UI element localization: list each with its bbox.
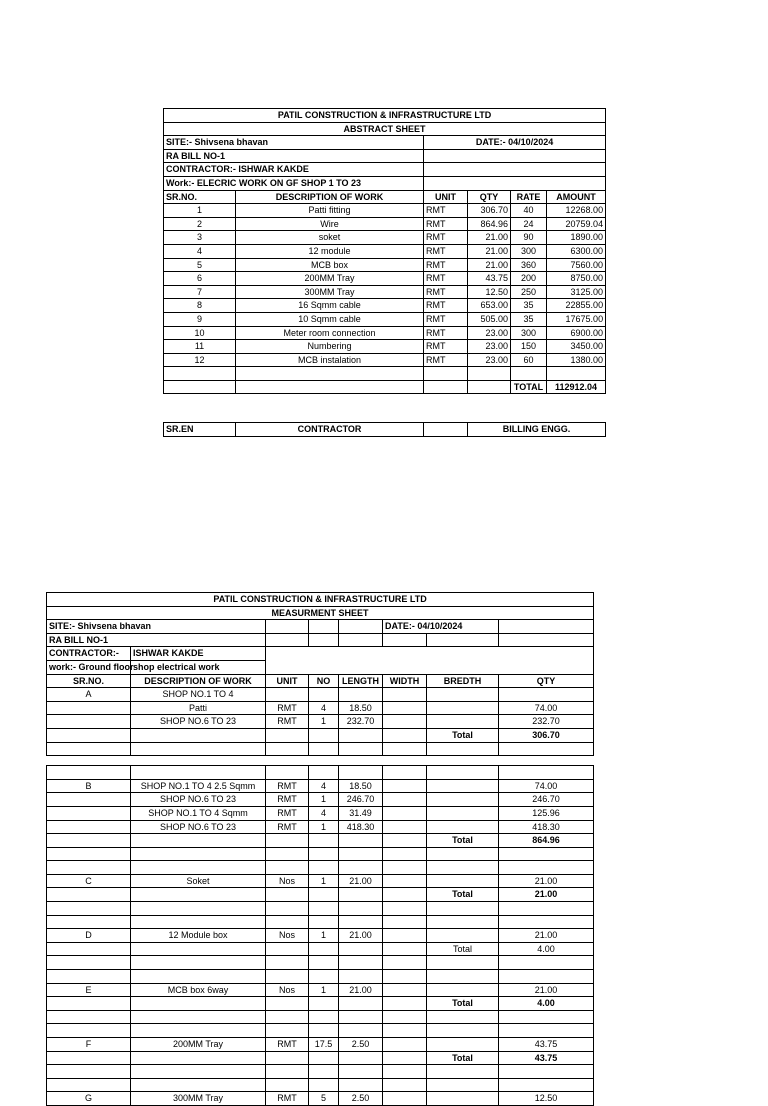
qty-cell: 23.00 bbox=[468, 340, 511, 354]
length-cell: 18.50 bbox=[339, 701, 383, 715]
qty-cell bbox=[499, 688, 594, 702]
width-cell bbox=[383, 983, 427, 997]
sr-no-cell: F bbox=[47, 1038, 131, 1052]
measurement-sheet-table bbox=[46, 592, 594, 1106]
description-cell: MCB box 6way bbox=[131, 983, 266, 997]
date-label: DATE:- 04/10/2024 bbox=[383, 620, 499, 634]
unit-cell: RMT bbox=[424, 285, 468, 299]
sr-no-cell: 6 bbox=[164, 272, 236, 286]
width-cell bbox=[383, 779, 427, 793]
width-cell bbox=[383, 874, 427, 888]
sheet-title: MEASURMENT SHEET bbox=[47, 606, 594, 620]
qty-cell: 43.75 bbox=[499, 1038, 594, 1052]
total-row bbox=[47, 834, 594, 848]
blank-row bbox=[47, 970, 594, 984]
abstract-row bbox=[164, 204, 606, 218]
unit-cell: RMT bbox=[424, 204, 468, 218]
measurement-row bbox=[47, 874, 594, 888]
width-cell bbox=[383, 793, 427, 807]
description-cell: 300MM Tray bbox=[131, 1092, 266, 1106]
rate-cell: 24 bbox=[511, 217, 547, 231]
abstract-row bbox=[164, 231, 606, 245]
contractor-label: CONTRACTOR:- bbox=[47, 647, 131, 661]
sr-no-cell: 1 bbox=[164, 204, 236, 218]
abstract-row bbox=[164, 217, 606, 231]
total-label: Total bbox=[427, 1051, 499, 1065]
contractor-name: ISHWAR KAKDE bbox=[131, 647, 266, 661]
col-header: RATE bbox=[511, 190, 547, 204]
abstract-row bbox=[164, 326, 606, 340]
sr-no-cell bbox=[47, 806, 131, 820]
total-label: TOTAL bbox=[511, 380, 547, 394]
unit-cell: RMT bbox=[424, 299, 468, 313]
width-cell bbox=[383, 806, 427, 820]
description-cell: MCB box bbox=[236, 258, 424, 272]
qty-cell: 125.96 bbox=[499, 806, 594, 820]
description-cell: 10 Sqmm cable bbox=[236, 312, 424, 326]
sr-no-cell: 2 bbox=[164, 217, 236, 231]
blank-row bbox=[47, 1065, 594, 1079]
qty-cell: 23.00 bbox=[468, 326, 511, 340]
blank-row bbox=[47, 1078, 594, 1092]
total-amount: 112912.04 bbox=[547, 380, 606, 394]
measurement-header-row bbox=[47, 674, 594, 688]
sr-no-cell bbox=[47, 715, 131, 729]
abstract-row bbox=[164, 340, 606, 354]
unit-cell: RMT bbox=[424, 258, 468, 272]
unit-cell: RMT bbox=[424, 326, 468, 340]
work-label: Work:- ELECRIC WORK ON GF SHOP 1 TO 23 bbox=[164, 176, 424, 190]
unit-cell: RMT bbox=[266, 701, 309, 715]
no-cell: 1 bbox=[309, 793, 339, 807]
blank-row bbox=[47, 956, 594, 970]
rate-cell: 90 bbox=[511, 231, 547, 245]
total-row bbox=[47, 888, 594, 902]
qty-cell: 21.00 bbox=[499, 874, 594, 888]
rate-cell: 250 bbox=[511, 285, 547, 299]
no-cell: 4 bbox=[309, 701, 339, 715]
bredth-cell bbox=[427, 688, 499, 702]
sr-en-label: SR.EN bbox=[164, 423, 236, 437]
unit-cell: RMT bbox=[266, 1038, 309, 1052]
unit-cell: RMT bbox=[424, 340, 468, 354]
abstract-header-row bbox=[164, 190, 606, 204]
no-cell: 17.5 bbox=[309, 1038, 339, 1052]
unit-cell: RMT bbox=[266, 715, 309, 729]
col-header: DESCRIPTION OF WORK bbox=[131, 674, 266, 688]
bredth-cell bbox=[427, 983, 499, 997]
description-cell: SHOP NO.6 TO 23 bbox=[131, 820, 266, 834]
total-label: Total bbox=[427, 728, 499, 742]
sr-no-cell: 11 bbox=[164, 340, 236, 354]
amount-cell: 20759.04 bbox=[547, 217, 606, 231]
sr-no-cell: 12 bbox=[164, 353, 236, 367]
qty-cell: 418.30 bbox=[499, 820, 594, 834]
rate-cell: 300 bbox=[511, 326, 547, 340]
abstract-row bbox=[164, 285, 606, 299]
description-cell: Patti fitting bbox=[236, 204, 424, 218]
sr-no-cell: 7 bbox=[164, 285, 236, 299]
work-label: work:- Ground floor bbox=[47, 660, 131, 674]
date-label: DATE:- 04/10/2024 bbox=[424, 136, 606, 150]
description-cell: 16 Sqmm cable bbox=[236, 299, 424, 313]
description-cell: 12 module bbox=[236, 244, 424, 258]
length-cell: 246.70 bbox=[339, 793, 383, 807]
col-header: WIDTH bbox=[383, 674, 427, 688]
blank-row bbox=[47, 861, 594, 875]
qty-cell: 306.70 bbox=[468, 204, 511, 218]
no-cell: 4 bbox=[309, 779, 339, 793]
total-qty: 864.96 bbox=[499, 834, 594, 848]
amount-cell: 1890.00 bbox=[547, 231, 606, 245]
sr-no-cell: E bbox=[47, 983, 131, 997]
sr-no-cell: C bbox=[47, 874, 131, 888]
qty-cell: 505.00 bbox=[468, 312, 511, 326]
length-cell: 21.00 bbox=[339, 983, 383, 997]
length-cell: 18.50 bbox=[339, 779, 383, 793]
qty-cell: 21.00 bbox=[499, 983, 594, 997]
unit-cell: RMT bbox=[266, 1092, 309, 1106]
amount-cell: 6900.00 bbox=[547, 326, 606, 340]
contractor-label: CONTRACTOR:- ISHWAR KAKDE bbox=[164, 163, 424, 177]
qty-cell: 232.70 bbox=[499, 715, 594, 729]
bredth-cell bbox=[427, 820, 499, 834]
total-label: Total bbox=[427, 888, 499, 902]
signature-table bbox=[163, 422, 606, 437]
billing-engg-label: BILLING ENGG. bbox=[468, 423, 606, 437]
sr-no-cell: B bbox=[47, 779, 131, 793]
amount-cell: 6300.00 bbox=[547, 244, 606, 258]
sr-no-cell bbox=[47, 793, 131, 807]
work-description: shop electrical work bbox=[131, 660, 266, 674]
total-row bbox=[47, 728, 594, 742]
unit-cell: RMT bbox=[424, 312, 468, 326]
bredth-cell bbox=[427, 874, 499, 888]
total-row bbox=[47, 997, 594, 1011]
bredth-cell bbox=[427, 793, 499, 807]
measurement-row bbox=[47, 1038, 594, 1052]
contractor-signature-label: CONTRACTOR bbox=[236, 423, 424, 437]
blank-row bbox=[47, 915, 594, 929]
no-cell: 5 bbox=[309, 1092, 339, 1106]
width-cell bbox=[383, 715, 427, 729]
width-cell bbox=[383, 701, 427, 715]
abstract-row bbox=[164, 258, 606, 272]
abstract-row bbox=[164, 312, 606, 326]
length-cell: 31.49 bbox=[339, 806, 383, 820]
bredth-cell bbox=[427, 806, 499, 820]
total-label: Total bbox=[427, 834, 499, 848]
qty-cell: 21.00 bbox=[468, 258, 511, 272]
description-cell: SHOP NO.1 TO 4 2.5 Sqmm bbox=[131, 779, 266, 793]
col-header: LENGTH bbox=[339, 674, 383, 688]
total-label: Total bbox=[427, 942, 499, 956]
amount-cell: 3125.00 bbox=[547, 285, 606, 299]
width-cell bbox=[383, 688, 427, 702]
description-cell: SHOP NO.6 TO 23 bbox=[131, 715, 266, 729]
blank-row bbox=[47, 766, 594, 780]
company-name: PATIL CONSTRUCTION & INFRASTRUCTURE LTD bbox=[164, 109, 606, 123]
col-header: UNIT bbox=[424, 190, 468, 204]
total-qty: 4.00 bbox=[499, 997, 594, 1011]
sr-no-cell: 10 bbox=[164, 326, 236, 340]
measurement-row bbox=[47, 806, 594, 820]
length-cell: 2.50 bbox=[339, 1038, 383, 1052]
qty-cell: 864.96 bbox=[468, 217, 511, 231]
site-label: SITE:- Shivsena bhavan bbox=[164, 136, 424, 150]
amount-cell: 17675.00 bbox=[547, 312, 606, 326]
rate-cell: 60 bbox=[511, 353, 547, 367]
unit-cell: Nos bbox=[266, 929, 309, 943]
unit-cell: RMT bbox=[266, 820, 309, 834]
abstract-row bbox=[164, 353, 606, 367]
length-cell: 418.30 bbox=[339, 820, 383, 834]
rate-cell: 150 bbox=[511, 340, 547, 354]
no-cell: 1 bbox=[309, 929, 339, 943]
blank-row bbox=[164, 367, 606, 381]
measurement-row bbox=[47, 688, 594, 702]
qty-cell: 23.00 bbox=[468, 353, 511, 367]
rate-cell: 40 bbox=[511, 204, 547, 218]
bredth-cell bbox=[427, 1038, 499, 1052]
bredth-cell bbox=[427, 779, 499, 793]
sr-no-cell: D bbox=[47, 929, 131, 943]
measurement-row bbox=[47, 1092, 594, 1106]
sr-no-cell: 4 bbox=[164, 244, 236, 258]
abstract-total-row bbox=[164, 380, 606, 394]
site-label: SITE:- Shivsena bhavan bbox=[47, 620, 266, 634]
total-qty: 43.75 bbox=[499, 1051, 594, 1065]
rate-cell: 200 bbox=[511, 272, 547, 286]
unit-cell: Nos bbox=[266, 983, 309, 997]
bredth-cell bbox=[427, 929, 499, 943]
width-cell bbox=[383, 1038, 427, 1052]
rate-cell: 360 bbox=[511, 258, 547, 272]
amount-cell: 8750.00 bbox=[547, 272, 606, 286]
sheet-title: ABSTRACT SHEET bbox=[164, 122, 606, 136]
sr-no-cell: 9 bbox=[164, 312, 236, 326]
description-cell: Wire bbox=[236, 217, 424, 231]
gap-row bbox=[47, 756, 594, 766]
description-cell: Soket bbox=[131, 874, 266, 888]
width-cell bbox=[383, 820, 427, 834]
blank-row bbox=[47, 902, 594, 916]
qty-cell: 74.00 bbox=[499, 701, 594, 715]
sr-no-cell bbox=[47, 820, 131, 834]
qty-cell: 653.00 bbox=[468, 299, 511, 313]
description-cell: SHOP NO.1 TO 4 Sqmm bbox=[131, 806, 266, 820]
sr-no-cell: 3 bbox=[164, 231, 236, 245]
bredth-cell bbox=[427, 1092, 499, 1106]
description-cell: 12 Module box bbox=[131, 929, 266, 943]
qty-cell: 21.00 bbox=[499, 929, 594, 943]
description-cell: Patti bbox=[131, 701, 266, 715]
length-cell: 21.00 bbox=[339, 929, 383, 943]
total-row bbox=[47, 942, 594, 956]
qty-cell: 12.50 bbox=[499, 1092, 594, 1106]
no-cell bbox=[309, 688, 339, 702]
measurement-row bbox=[47, 715, 594, 729]
abstract-row bbox=[164, 244, 606, 258]
sr-no-cell bbox=[47, 701, 131, 715]
col-header: BREDTH bbox=[427, 674, 499, 688]
unit-cell: RMT bbox=[266, 806, 309, 820]
bredth-cell bbox=[427, 701, 499, 715]
rate-cell: 35 bbox=[511, 299, 547, 313]
blank-row bbox=[47, 1010, 594, 1024]
qty-cell: 21.00 bbox=[468, 231, 511, 245]
blank-row bbox=[47, 847, 594, 861]
total-label: Total bbox=[427, 997, 499, 1011]
abstract-row bbox=[164, 272, 606, 286]
unit-cell: RMT bbox=[424, 217, 468, 231]
measurement-row bbox=[47, 701, 594, 715]
total-row bbox=[47, 1051, 594, 1065]
measurement-row bbox=[47, 929, 594, 943]
col-header: SR.NO. bbox=[164, 190, 236, 204]
description-cell: SHOP NO.6 TO 23 bbox=[131, 793, 266, 807]
qty-cell: 246.70 bbox=[499, 793, 594, 807]
total-qty: 21.00 bbox=[499, 888, 594, 902]
description-cell: SHOP NO.1 TO 4 bbox=[131, 688, 266, 702]
no-cell: 1 bbox=[309, 983, 339, 997]
description-cell: MCB instalation bbox=[236, 353, 424, 367]
col-header: NO bbox=[309, 674, 339, 688]
qty-cell: 12.50 bbox=[468, 285, 511, 299]
length-cell bbox=[339, 688, 383, 702]
no-cell: 4 bbox=[309, 806, 339, 820]
rate-cell: 300 bbox=[511, 244, 547, 258]
blank-row bbox=[47, 742, 594, 756]
description-cell: soket bbox=[236, 231, 424, 245]
description-cell: 200MM Tray bbox=[131, 1038, 266, 1052]
qty-cell: 21.00 bbox=[468, 244, 511, 258]
unit-cell bbox=[266, 688, 309, 702]
col-header: AMOUNT bbox=[547, 190, 606, 204]
no-cell: 1 bbox=[309, 820, 339, 834]
measurement-row bbox=[47, 820, 594, 834]
description-cell: 200MM Tray bbox=[236, 272, 424, 286]
unit-cell: RMT bbox=[266, 793, 309, 807]
measurement-row bbox=[47, 793, 594, 807]
width-cell bbox=[383, 1092, 427, 1106]
sr-no-cell: G bbox=[47, 1092, 131, 1106]
unit-cell: Nos bbox=[266, 874, 309, 888]
total-qty: 306.70 bbox=[499, 728, 594, 742]
no-cell: 1 bbox=[309, 874, 339, 888]
qty-cell: 43.75 bbox=[468, 272, 511, 286]
col-header: QTY bbox=[468, 190, 511, 204]
col-header: QTY bbox=[499, 674, 594, 688]
sr-no-cell: 5 bbox=[164, 258, 236, 272]
bredth-cell bbox=[427, 715, 499, 729]
abstract-row bbox=[164, 299, 606, 313]
sr-no-cell: 8 bbox=[164, 299, 236, 313]
length-cell: 21.00 bbox=[339, 874, 383, 888]
amount-cell: 1380.00 bbox=[547, 353, 606, 367]
qty-cell: 74.00 bbox=[499, 779, 594, 793]
ra-bill-label: RA BILL NO-1 bbox=[47, 633, 266, 647]
abstract-sheet-table bbox=[163, 108, 606, 394]
blank-row bbox=[47, 1024, 594, 1038]
unit-cell: RMT bbox=[424, 244, 468, 258]
total-qty: 4.00 bbox=[499, 942, 594, 956]
unit-cell: RMT bbox=[424, 272, 468, 286]
ra-bill-label: RA BILL NO-1 bbox=[164, 149, 424, 163]
sr-no-cell: A bbox=[47, 688, 131, 702]
unit-cell: RMT bbox=[266, 779, 309, 793]
amount-cell: 3450.00 bbox=[547, 340, 606, 354]
rate-cell: 35 bbox=[511, 312, 547, 326]
col-header: UNIT bbox=[266, 674, 309, 688]
col-header: DESCRIPTION OF WORK bbox=[236, 190, 424, 204]
unit-cell: RMT bbox=[424, 231, 468, 245]
amount-cell: 7560.00 bbox=[547, 258, 606, 272]
unit-cell: RMT bbox=[424, 353, 468, 367]
amount-cell: 12268.00 bbox=[547, 204, 606, 218]
amount-cell: 22855.00 bbox=[547, 299, 606, 313]
width-cell bbox=[383, 929, 427, 943]
length-cell: 232.70 bbox=[339, 715, 383, 729]
description-cell: Numbering bbox=[236, 340, 424, 354]
description-cell: 300MM Tray bbox=[236, 285, 424, 299]
col-header: SR.NO. bbox=[47, 674, 131, 688]
measurement-row bbox=[47, 779, 594, 793]
measurement-row bbox=[47, 983, 594, 997]
description-cell: Meter room connection bbox=[236, 326, 424, 340]
company-name: PATIL CONSTRUCTION & INFRASTRUCTURE LTD bbox=[47, 593, 594, 607]
no-cell: 1 bbox=[309, 715, 339, 729]
length-cell: 2.50 bbox=[339, 1092, 383, 1106]
